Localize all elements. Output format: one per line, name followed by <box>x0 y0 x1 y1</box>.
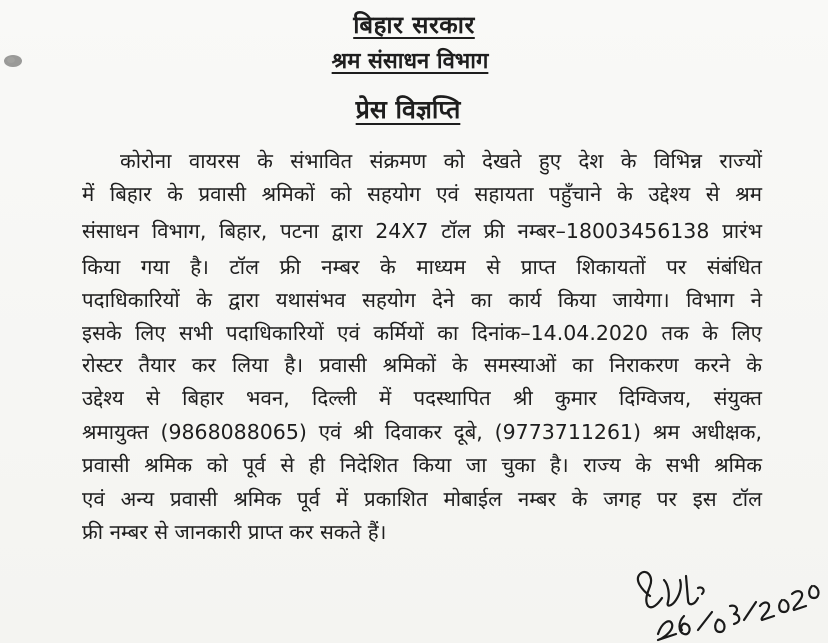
body-line: रोस्टर तैयार कर लिया है। प्रवासी श्रमिकों के समस्याओं का निराकरण करने के <box>82 353 762 377</box>
body-line: में बिहार के प्रवासी श्रमिकों को सहयोग एवं सहायता पहुँचाने के उद्देश्य से श्रम <box>82 182 762 206</box>
document-title: प्रेस विज्ञप्ति <box>355 95 461 124</box>
body-line: किया गया है। टॉल फ्री नम्बर के माध्यम से प्राप्त शिकायतों पर संबंधित <box>82 255 762 279</box>
handwritten-signature-icon <box>628 560 828 643</box>
body-line: संसाधन विभाग, बिहार, पटना द्वारा 24X7 टॉल फ्री नम्बर–18003456138 प्रारंभ <box>82 219 762 243</box>
body-line: फ्री नम्बर से जानकारी प्राप्त कर सकते हैं। <box>82 520 387 544</box>
body-line: पदाधिकारियों के द्वारा यथासंभव सहयोग देने का कार्य किया जायेगा। विभाग ने <box>82 288 762 312</box>
body-line: एवं अन्य प्रवासी श्रमिक पूर्व में प्रकाशित मोबाईल नम्बर के जगह पर इस टॉल <box>82 487 762 511</box>
body-line: कोरोना वायरस के संभावित संक्रमण को देखते हुए देश के विभिन्न राज्यों <box>120 149 762 173</box>
body-line: श्रमायुक्त (9868088065) एवं श्री दिवाकर दूबे, (9773711261) श्रम अधीक्षक, <box>82 420 762 444</box>
body-line: प्रवासी श्रमिक को पूर्व से ही निदेशित किया जा चुका है। राज्य के सभी श्रमिक <box>82 453 762 477</box>
department-name: श्रम संसाधन विभाग <box>331 49 489 74</box>
body-line: उद्देश्य से बिहार भवन, दिल्ली में पदस्थापित श्री कुमार दिग्विजय, संयुक्त <box>82 386 762 410</box>
government-name: बिहार सरकार <box>353 11 475 39</box>
body-line: इसके लिए सभी पदाधिकारियों एवं कर्मियों का दिनांक–14.04.2020 तक के लिए <box>82 321 762 345</box>
